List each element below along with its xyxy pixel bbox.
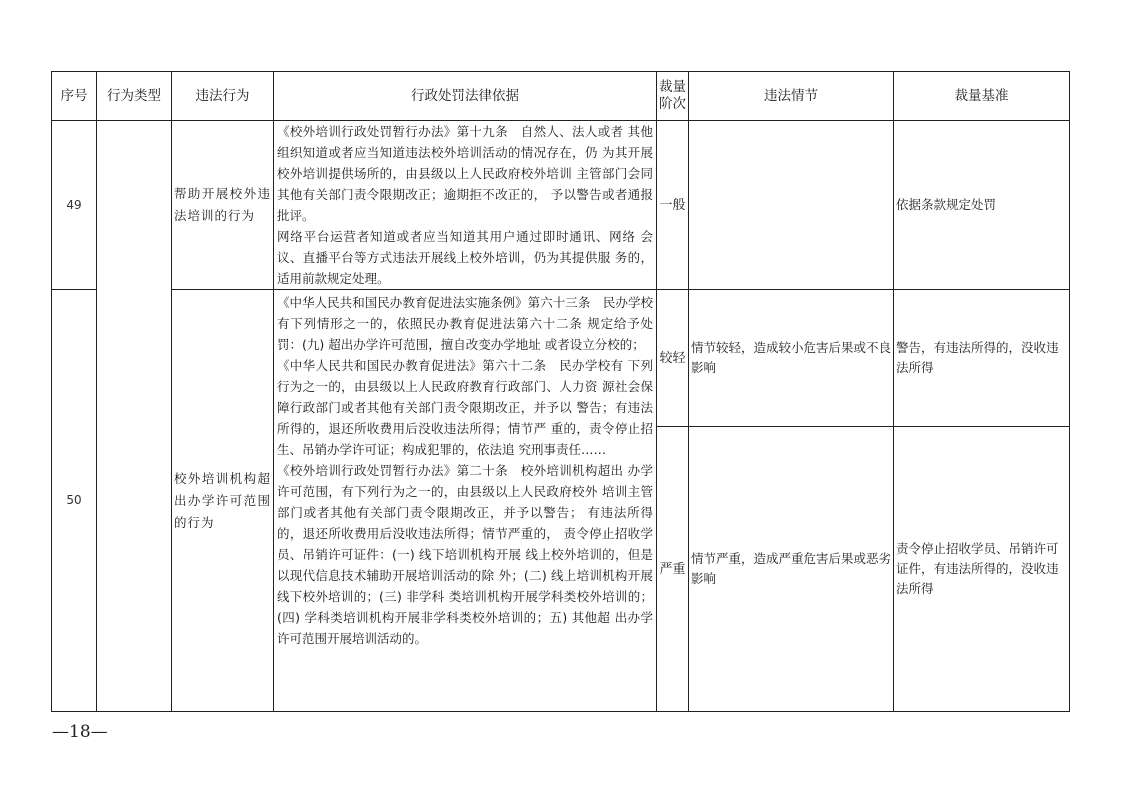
- penalty-table: [51, 71, 1070, 712]
- header-act: 违法行为: [172, 72, 274, 121]
- violation-plot: 情节较轻，造成较小危害后果或不良影响: [689, 290, 894, 427]
- discretion-standard: 责令停止招收学员、吊销许可证件，有违法所得的，没收违法所得: [894, 427, 1070, 712]
- discretion-step: 一般: [657, 121, 689, 290]
- violation-plot: 情节严重，造成严重危害后果或恶劣影响: [689, 427, 894, 712]
- discretion-step: 严重: [657, 427, 689, 712]
- table-row: [52, 290, 1070, 427]
- discretion-step: 较轻: [657, 290, 689, 427]
- basis-paragraph: 《校外培训行政处罚暂行办法》第二十条 校外培训机构超出 办学许可范围，有下列行为之一的，由县级以上人民政府校外 培训主管部门或者其他有关部门责令限期改正，并予以警告； 有违法所得的，退还所收费用后没收违法所得；情节严重的， 责令停止招收学员、吊销许可证件：(一) 线下培训机构开展 线上校外培训的，但是以现代信息技术辅助开展培训活动的除 外；(二) 线上培训机构开展线下校外培训的；(三) 非学科 类培训机构开展学科类校外培训的；(四) 学科类培训机构开展非学科类校外培训的；五) 其他超 出办学许可范围开展培训活动的。: [277, 463, 653, 646]
- discretion-standard: 警告，有违法所得的，没收违法所得: [894, 290, 1070, 427]
- page-number: —18—: [52, 722, 108, 742]
- table-row: [52, 121, 1070, 290]
- violation-act: 校外培训机构超 出办学许可范围 的行为: [172, 290, 274, 712]
- discretion-standard: 依据条款规定处罚: [894, 121, 1070, 290]
- header-standard: 裁量基准: [894, 72, 1070, 121]
- header-no: 序号: [52, 72, 97, 121]
- header-step: 裁量阶次: [657, 72, 689, 121]
- violation-act: 帮助开展校外违 法培训的行为: [172, 121, 274, 290]
- violation-plot: [689, 121, 894, 290]
- behavior-type-cell: [97, 121, 172, 712]
- row-number: 50: [52, 290, 97, 712]
- table-header-row: [52, 72, 1070, 121]
- header-plot: 违法情节: [689, 72, 894, 121]
- header-type: 行为类型: [97, 72, 172, 121]
- header-basis: 行政处罚法律依据: [274, 72, 657, 121]
- basis-paragraph: 《中华人民共和国民办教育促进法》第六十二条 民办学校有 下列行为之一的，由县级以上人民政府教育行政部门、人力资 源社会保障行政部门或者其他有关部门责令限期改正，并予以 警告；有违法所得的，退还所收费用后没收违法所得；情节严 重的，责令停止招生、吊销办学许可证；构成犯罪的，依法追 究刑事责任……: [277, 358, 653, 457]
- basis-paragraph: 《中华人民共和国民办教育促进法实施条例》第六十三条 民办学校有下列情形之一的，依照民办教育促进法第六十二条 规定给予处罚：(九) 超出办学许可范围，擅自改变办学地址 或者设立分校的；: [277, 295, 653, 352]
- basis-paragraph: 网络平台运营者知道或者应当知道其用户通过即时通讯、网络 会议、直播平台等方式违法开展线上校外培训，仍为其提供服 务的，适用前款规定处理。: [277, 229, 653, 286]
- legal-basis: [274, 290, 657, 712]
- legal-basis: [274, 121, 657, 290]
- row-number: 49: [52, 121, 97, 290]
- basis-paragraph: 《校外培训行政处罚暂行办法》第十九条 自然人、法人或者 其他组织知道或者应当知道违法校外培训活动的情况存在，仍 为其开展校外培训提供场所的，由县级以上人民政府校外培训 主管部门会同其他有关部门责令限期改正；逾期拒不改正的， 予以警告或者通报批评。: [277, 124, 653, 223]
